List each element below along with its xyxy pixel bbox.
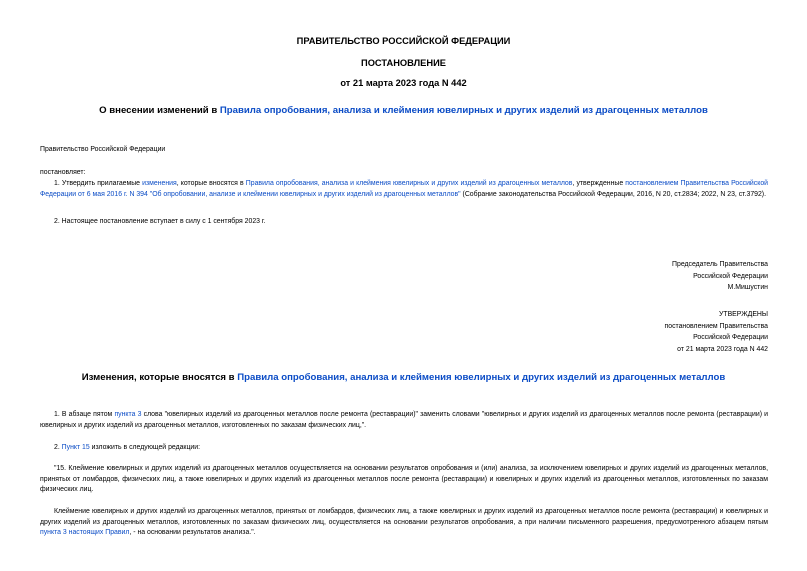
approved-line-3: Российской Федерации [693,334,768,342]
approved-line-4: от 21 марта 2023 года N 442 [677,345,768,353]
signature-line-2: Российской Федерации [693,272,768,280]
change2-text-1: 2. [54,444,62,451]
signature-name: М.Мишустин [727,284,768,292]
signature-block [672,259,768,294]
intro-text: Правительство Российской Федерации [40,146,166,153]
signature-line-1: Председатель Правительства [672,261,768,268]
change-2 [40,443,768,454]
resolution-394-link[interactable]: постановлением Правительства Российской Федерации от 6 мая 2016 г. N 394 "Об опробовании, анализе и клеймении ювелирных и других изделий из драгоценных металлов" [40,180,769,198]
changes-title-prefix: Изменения, которые вносятся в [81,372,238,383]
changes-title [0,372,807,383]
item1-text-4: (Собрание законодательства Российской Федерации, 2016, N 20, ст.2834; 2022, N 23, ст.3792). [460,190,767,198]
point-3-link[interactable]: пункта 3 [114,411,142,418]
change2-text-2: изложить в следующей редакции: [89,444,201,451]
approved-line-1: УТВЕРЖДЕНЫ [719,311,768,318]
para-last-text-1: Клеймение ювелирных и других изделий из драгоценных металлов, принятых от ломбардов, физических лиц, а также ювелирных и других изделий из драгоценных металлов после ремонта (реставрации) и ювелирных и других изделий из драгоценных металлов, изготовленных по заказам физических лиц, осуществляется на основании результатов опробования, а при наличии письменного разрешения, предусмотренного абзацем пятым [40,508,768,526]
paragraph-last [40,507,768,539]
change-1 [40,410,768,431]
item-2: 2. Настоящее постановление вступает в силу с 1 сентября 2023 г. [54,218,266,225]
para-last-text-2: , - на основании результатов анализа.". [129,529,256,537]
rules-link[interactable]: Правила опробования, анализа и клеймения ювелирных и других изделий из драгоценных металлов [245,180,573,187]
item1-text-2: , которые вносятся в [176,180,246,187]
changes-link[interactable]: изменения [142,180,177,187]
changes-title-rules-link[interactable]: Правила опробования, анализа и клеймения ювелирных и других изделий из драгоценных металлов [237,372,726,383]
point-15-link[interactable]: Пункт 15 [61,444,90,451]
doc-type-heading: ПОСТАНОВЛЕНИЕ [361,58,446,68]
date-number-heading: от 21 марта 2023 года N 442 [340,78,467,88]
title-rules-link[interactable]: Правила опробования, анализа и клеймения ювелирных и других изделий из драгоценных металлов [219,105,708,116]
item-1 [40,179,768,200]
paragraph-15: "15. Клеймение ювелирных и других изделий из драгоценных металлов осуществляется на основании результатов опробования и (или) анализа, за исключением ювелирных и других изделий из драгоценных металлов, принятых от ломбардов, физических лиц, а также ювелирных и других изделий из драгоценных металлов после ремонта (реставрации) и ювелирных и других изделий из драгоценных металлов, изготовленных по заказам физических лиц. [40,465,768,494]
point-3-rules-link[interactable]: пункта 3 настоящих Правил [40,529,130,537]
change1-text-1: 1. В абзаце пятом [54,411,115,418]
title-prefix: О внесении изменений в [99,105,220,116]
item1-text-1: 1. Утвердить прилагаемые [54,180,143,187]
document-title [0,105,807,116]
change1-text-2: слова "ювелирных изделий из драгоценных металлов после ремонта (реставрации)" заменить словами "ювелирных и других изделий из драгоценных металлов после ремонта (реставрации) и ювелирных и других изделий из драгоценных металлов, изготовленных по заказам физических лиц,". [40,411,769,429]
approved-line-2: постановлением Правительства [664,322,768,330]
approved-block [665,309,769,355]
item1-text-3: , утвержденные [572,180,626,187]
decrees-text: постановляет: [40,169,86,176]
government-heading: ПРАВИТЕЛЬСТВО РОССИЙСКОЙ ФЕДЕРАЦИИ [296,36,511,46]
